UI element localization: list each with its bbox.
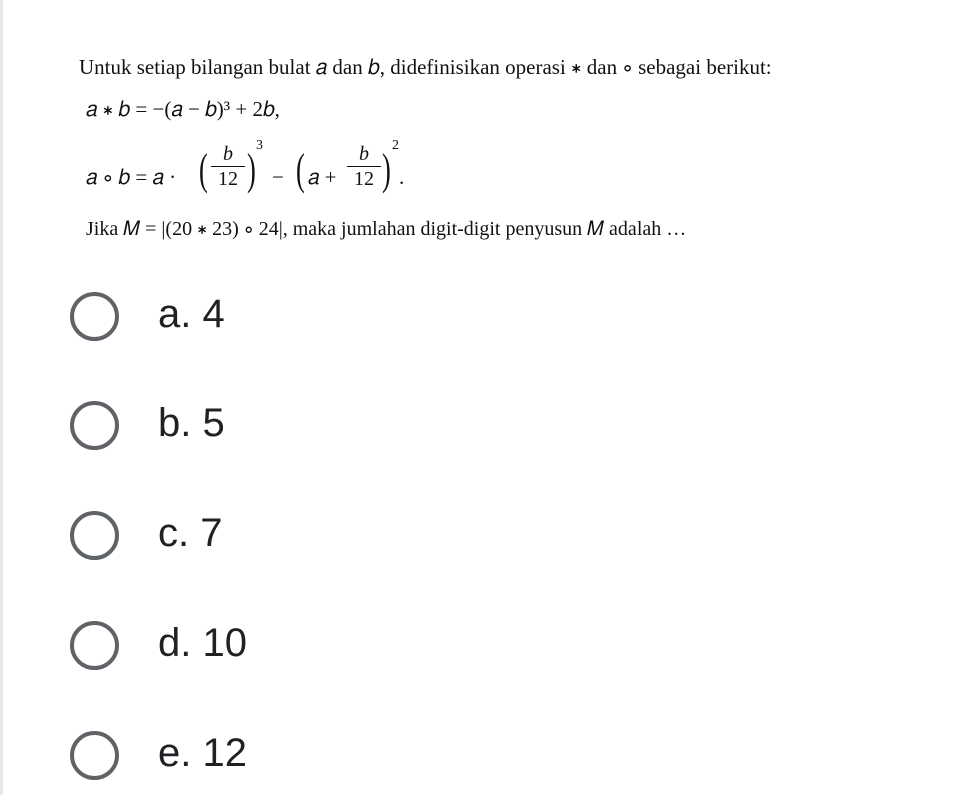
question-intro: Untuk setiap bilangan bulat 𝑎 dan 𝑏, didefinisikan operasi ∗ dan ∘ sebagai berikut: [79,55,772,79]
fraction-numerator: b [359,143,369,165]
radio-circle-icon[interactable] [70,401,119,450]
exponent-3: 3 [256,138,263,153]
paren-close-2: ) [382,145,391,194]
fraction-denominator: 12 [354,168,374,190]
option-label: d. 10 [158,621,247,665]
fraction-b-over-12 [208,142,248,191]
option-e[interactable] [60,731,560,811]
answer-options [0,270,970,795]
option-c[interactable] [60,511,560,591]
option-a[interactable] [60,292,560,372]
option-label: c. 7 [158,511,223,555]
paren-close-1: ) [247,145,256,194]
option-b[interactable] [60,401,560,481]
paren-open-2: ( [296,145,305,194]
option-label: a. 4 [158,292,225,336]
radio-circle-icon[interactable] [70,621,119,670]
question-image [0,0,970,270]
question-prompt: Jika 𝑀 = |(20 ∗ 23) ∘ 24|, maka jumlahan digit-digit penyusun 𝑀 adalah … [86,218,687,240]
exponent-2: 2 [392,138,399,153]
equation-circle-lhs: 𝑎 ∘ 𝑏 = 𝑎 · [86,165,177,189]
fraction-b-over-12-second [344,142,384,191]
radio-circle-icon[interactable] [70,511,119,560]
equation-end-period: . [399,165,405,189]
radio-circle-icon[interactable] [70,731,119,780]
paren-open-1: ( [199,145,208,194]
option-label: e. 12 [158,731,247,775]
fraction-numerator: b [223,143,233,165]
paren-inner: 𝑎 + [308,165,337,189]
equation-star: 𝑎 ∗ 𝑏 = −(𝑎 − 𝑏)³ + 2𝑏, [86,97,280,121]
option-label: b. 5 [158,401,225,445]
fraction-denominator: 12 [218,168,238,190]
option-d[interactable] [60,621,560,701]
minus-sign: − [272,165,284,189]
radio-circle-icon[interactable] [70,292,119,341]
